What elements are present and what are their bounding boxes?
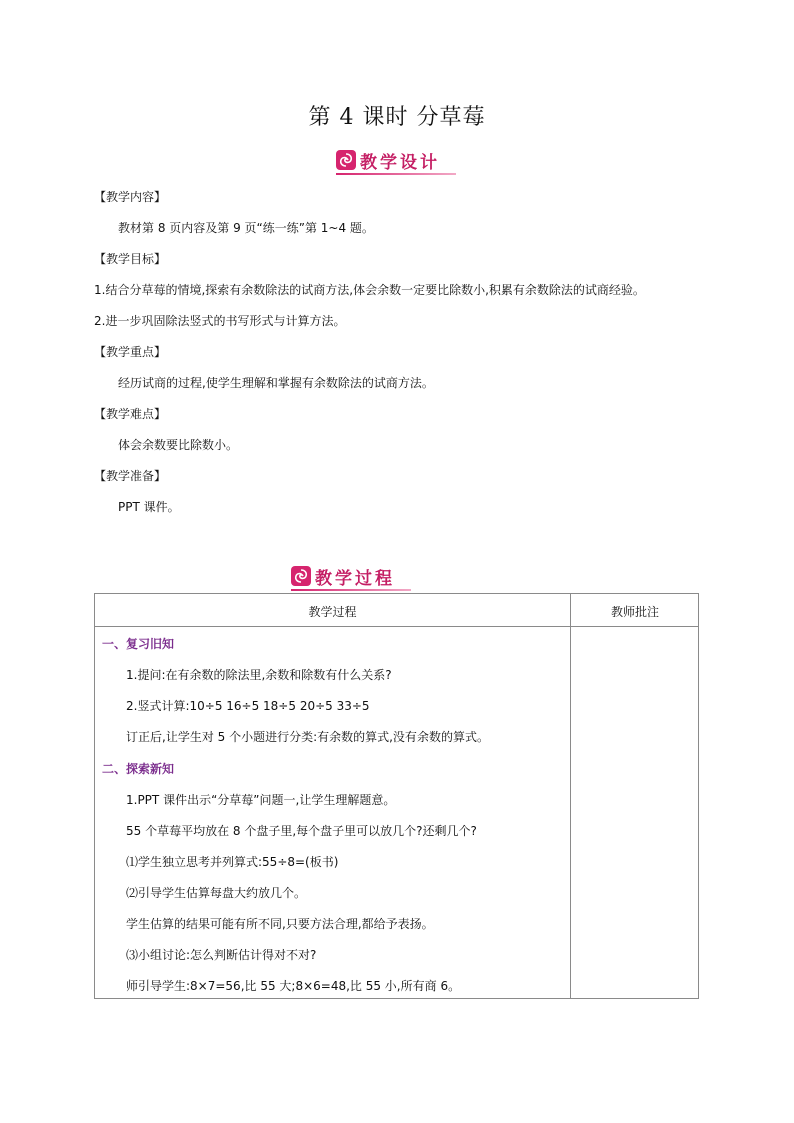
explore-item-6: ⑶小组讨论:怎么判断估计得对不对? [126, 948, 317, 962]
explore-item-4: ⑵引导学生估算每盘大约放几个。 [126, 886, 307, 900]
table-header-process: 教学过程 [308, 605, 357, 619]
explore-item-1: 1.PPT 课件出示“分草莓”问题一,让学生理解题意。 [126, 793, 396, 807]
explore-item-5: 学生估算的结果可能有所不同,只要方法合理,都给予表扬。 [126, 917, 434, 931]
explore-item-3: ⑴学生独立思考并列算式:55÷8=(板书) [126, 855, 339, 869]
subheading-review: 一、复习旧知 [102, 637, 175, 651]
swirl-logo-icon [336, 150, 356, 170]
explore-item-2: 55 个草莓平均放在 8 个盘子里,每个盘子里可以放几个?还剩几个? [126, 824, 477, 838]
section-heading-content: 【教学内容】 [94, 190, 167, 204]
table-header-divider [95, 626, 698, 627]
explore-item-7: 师引导学生:8×7=56,比 55 大;8×6=48,比 55 小,所有商 6。 [126, 979, 461, 993]
review-item-2: 2.竖式计算:10÷5 16÷5 18÷5 20÷5 33÷5 [126, 699, 370, 713]
table-header-notes: 教师批注 [610, 605, 659, 619]
section-heading-goals: 【教学目标】 [94, 252, 167, 266]
teaching-design-banner [336, 148, 456, 172]
swirl-logo-icon [291, 566, 311, 586]
subheading-explore: 二、探索新知 [102, 762, 175, 776]
banner-underline [291, 589, 411, 591]
page-title: 第 4 课时 分草莓 [308, 105, 486, 130]
key-text: 经历试商的过程,使学生理解和掌握有余数除法的试商方法。 [118, 376, 434, 390]
review-item-1: 1.提问:在有余数的除法里,余数和除数有什么关系? [126, 668, 392, 682]
content-text: 教材第 8 页内容及第 9 页“练一练”第 1~4 题。 [118, 221, 374, 235]
section-heading-prep: 【教学准备】 [94, 469, 167, 483]
banner-label: 教学设计 [360, 152, 440, 173]
section-heading-difficulty: 【教学难点】 [94, 407, 167, 421]
table-column-divider [570, 594, 571, 998]
goal-2: 2.进一步巩固除法竖式的书写形式与计算方法。 [94, 314, 346, 328]
section-heading-key: 【教学重点】 [94, 345, 167, 359]
goal-1: 1.结合分草莓的情境,探索有余数除法的试商方法,体会余数一定要比除数小,积累有余数除法的试商经验。 [94, 283, 645, 297]
prep-text: PPT 课件。 [118, 500, 180, 514]
teaching-process-banner [291, 564, 411, 588]
banner-underline [336, 173, 456, 175]
review-item-3: 订正后,让学生对 5 个小题进行分类:有余数的算式,没有余数的算式。 [126, 730, 489, 744]
banner-label: 教学过程 [315, 568, 395, 589]
difficulty-text: 体会余数要比除数小。 [118, 438, 239, 452]
